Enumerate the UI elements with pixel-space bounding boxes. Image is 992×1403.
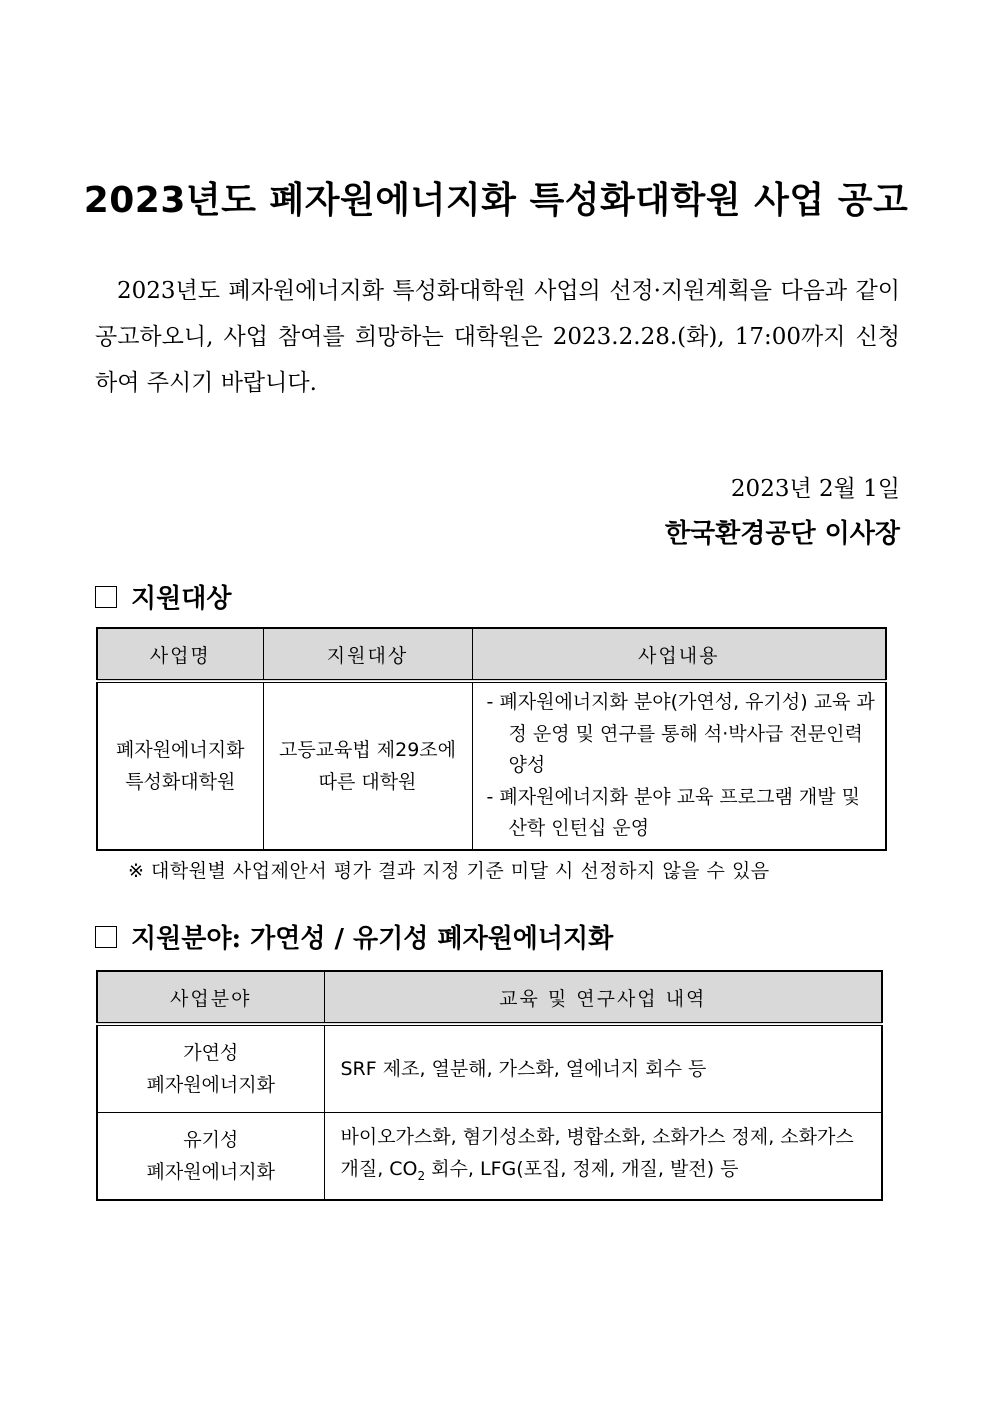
field-cell bbox=[97, 1113, 324, 1201]
content-item: - 폐자원에너지화 분야 교육 프로그램 개발 및 산학 인턴십 운영 bbox=[486, 785, 860, 839]
detail-cell: SRF 제조, 열분해, 가스화, 열에너지 회수 등 bbox=[324, 1024, 882, 1113]
project-name-line: 폐자원에너지화 bbox=[116, 738, 245, 761]
header-project-name: 사업명 bbox=[97, 628, 263, 681]
section-support-field bbox=[95, 918, 613, 955]
table-row bbox=[97, 1024, 882, 1113]
section-support-target bbox=[95, 578, 231, 615]
field-cell bbox=[97, 1024, 324, 1113]
table-note: ※ 대학원별 사업제안서 평가 결과 지정 기준 미달 시 선정하지 않을 수 있음 bbox=[128, 860, 770, 882]
project-name-line: 특성화대학원 bbox=[125, 770, 236, 793]
field-line: 가연성 bbox=[183, 1042, 239, 1064]
header-detail: 교육 및 연구사업 내역 bbox=[324, 971, 882, 1024]
page-title: 2023년도 폐자원에너지화 특성화대학원 사업 공고 bbox=[83, 180, 909, 221]
support-field-table bbox=[96, 970, 883, 1201]
announcement-date: 2023년 2월 1일 bbox=[730, 476, 900, 502]
table-row bbox=[97, 681, 886, 850]
support-target-cell bbox=[263, 681, 472, 850]
detail-subscript: 2 bbox=[417, 1168, 426, 1183]
section-heading: 지원분야: 가연성 / 유기성 폐자원에너지화 bbox=[131, 924, 614, 954]
field-line: 폐자원에너지화 bbox=[146, 1074, 275, 1096]
detail-cell bbox=[324, 1113, 882, 1201]
project-content-cell bbox=[472, 681, 886, 850]
field-line: 유기성 bbox=[183, 1129, 239, 1151]
support-target-line: 따른 대학원 bbox=[318, 770, 417, 793]
intro-text: 2023년도 폐자원에너지화 특성화대학원 사업의 선정·지원계획을 다음과 같이 공고하오니, 사업 참여를 희망하는 대학원은 2023.2.28.(화), 17:00까지 신청하여 주시기 바랍니다. bbox=[95, 278, 900, 396]
detail-text: 회수, LFG(포집, 정제, 개질, 발전) 등 bbox=[425, 1157, 739, 1180]
table-header-row bbox=[97, 971, 882, 1024]
header-support-target: 지원대상 bbox=[263, 628, 472, 681]
field-line: 폐자원에너지화 bbox=[146, 1161, 275, 1183]
header-project-content: 사업내용 bbox=[472, 628, 886, 681]
issuer: 한국환경공단 이사장 bbox=[664, 519, 900, 549]
support-target-line: 고등교육법 제29조에 bbox=[278, 738, 457, 761]
section-heading: 지원대상 bbox=[131, 584, 232, 614]
intro-paragraph bbox=[95, 268, 900, 406]
detail-text: 바이오가스화, 혐기성소화, 병합소화, 소화가스 정제, 소화가스 개질, CO bbox=[340, 1125, 854, 1180]
header-field: 사업분야 bbox=[97, 971, 324, 1024]
project-name-cell bbox=[97, 681, 263, 850]
support-target-table bbox=[96, 627, 887, 851]
content-item: - 폐자원에너지화 분야(가연성, 유기성) 교육 과정 운영 및 연구를 통해 석·박사급 전문인력 양성 bbox=[486, 691, 875, 776]
table-row bbox=[97, 1113, 882, 1201]
square-bullet-icon bbox=[95, 586, 117, 608]
table-header-row bbox=[97, 628, 886, 681]
square-bullet-icon bbox=[95, 926, 117, 948]
